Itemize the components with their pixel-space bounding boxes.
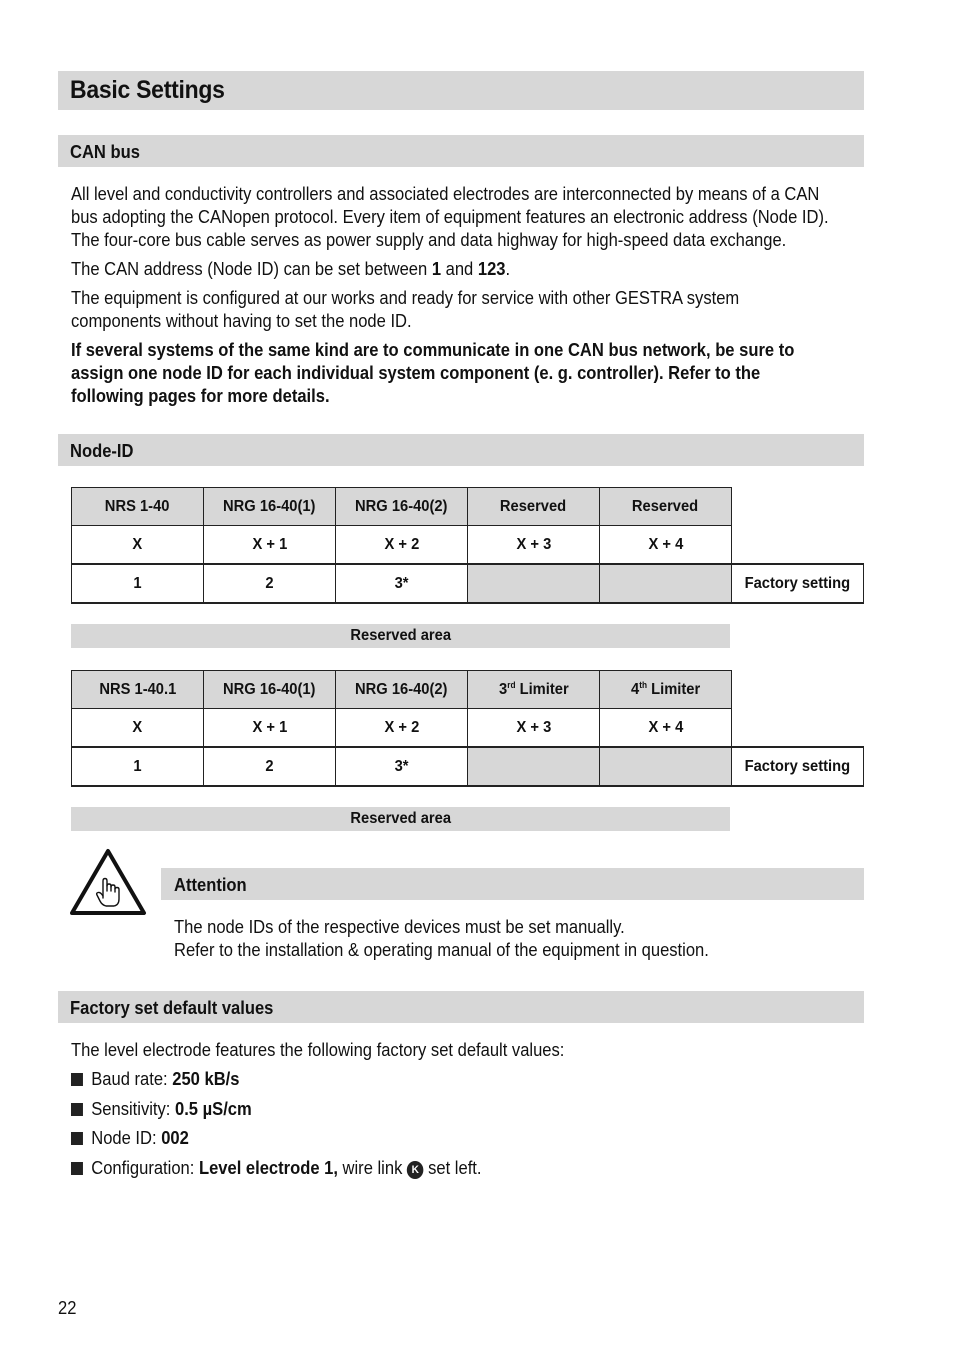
factory-defaults-list (71, 1068, 517, 1186)
list-item-sensitivity (71, 1098, 482, 1128)
table2-reserved-cell (600, 747, 732, 786)
node-id-table-1 (71, 487, 864, 604)
sensitivity-label: Sensitivity: (91, 1098, 175, 1119)
can-address-text: The CAN address (Node ID) can be set between (71, 259, 432, 279)
wire-link-k-badge-icon: K (407, 1161, 424, 1179)
attention-line1: The node IDs of the respective devices must be set manually. (174, 917, 625, 937)
table1-spacer (732, 488, 864, 526)
table1-offset-cell: X + 1 (204, 526, 336, 565)
table2-header-limiter-4: 4th Limiter (600, 671, 732, 709)
factory-defaults-heading: Factory set default values (70, 998, 274, 1018)
attention-heading: Attention (174, 875, 247, 895)
attention-line2: Refer to the installation & operating manual of the equipment in question. (174, 940, 709, 960)
bullet-square-icon (71, 1073, 83, 1086)
reserved-area-bar-2 (71, 807, 730, 831)
reserved-area-bar-1 (71, 624, 730, 648)
node-id-table-2 (71, 670, 864, 787)
warning-hand-icon (69, 848, 147, 916)
table2-reserved-cell (468, 747, 600, 786)
table2-factory-setting-label: Factory setting (732, 747, 864, 786)
table2-offset-cell: X + 3 (468, 709, 600, 748)
can-bus-para1-line3: The four-core bus cable serves as power supply and data highway for high-speed data exchange. (71, 230, 787, 250)
sensitivity-value: 0.5 µS/cm (174, 1098, 252, 1119)
table2-spacer (732, 671, 864, 709)
table1-header-cell: NRG 16-40(2) (336, 488, 468, 526)
table1-offset-cell: X + 3 (468, 526, 600, 565)
table1-reserved-cell (468, 564, 600, 603)
can-bus-warning-line2: assign one node ID for each individual system component (e. g. controller). Refer to the (71, 363, 761, 383)
bullet-square-icon (71, 1103, 83, 1116)
attention-text (174, 916, 954, 962)
table1-reserved-cell (600, 564, 732, 603)
page-title: Basic Settings (70, 76, 225, 104)
list-item-configuration (71, 1157, 482, 1187)
can-bus-heading-bar (58, 135, 864, 167)
can-bus-para1-line1: All level and conductivity controllers and associated electrodes are interconnected by means of a CAN (71, 184, 820, 204)
table2-header-cell: NRG 16-40(2) (336, 671, 468, 709)
can-bus-para3-line1: The equipment is configured at our works and ready for service with other GESTRA system (71, 288, 740, 308)
configuration-label: Configuration: (91, 1157, 199, 1178)
table2-header-limiter-3: 3rd Limiter (468, 671, 600, 709)
table2-value-cell: 2 (204, 747, 336, 786)
list-item-node-id (71, 1127, 482, 1157)
factory-defaults-intro (71, 1039, 853, 1062)
node-id-value: 002 (161, 1128, 189, 1148)
node-id-heading-bar (58, 434, 864, 466)
baud-value: 250 kB/s (172, 1069, 240, 1089)
can-address-min: 1 (431, 259, 442, 279)
bullet-square-icon (71, 1132, 83, 1145)
factory-defaults-heading-bar (58, 991, 864, 1023)
can-address-range (71, 258, 853, 281)
can-address-and: and (441, 259, 478, 279)
list-item-baud-rate (71, 1068, 482, 1098)
attention-heading-bar (161, 868, 864, 900)
configuration-value: Level electrode 1, (198, 1157, 338, 1178)
can-address-max: 123 (477, 259, 506, 279)
wire-link-text: wire link (337, 1157, 407, 1178)
table1-value-cell: 3* (336, 564, 468, 603)
table2-header-cell: NRG 16-40(1) (204, 671, 336, 709)
can-bus-warning-line1: If several systems of the same kind are to communicate in one CAN bus network, be sure to (71, 340, 795, 360)
page-title-bar (58, 71, 864, 110)
table1-value-cell: 1 (72, 564, 204, 603)
can-bus-text (71, 183, 853, 408)
can-bus-para3-line2: components without having to set the node ID. (71, 311, 412, 331)
table2-header-cell: NRS 1-40.1 (72, 671, 204, 709)
bullet-square-icon (71, 1162, 83, 1175)
table1-offset-cell: X (72, 526, 204, 565)
table2-offset-cell: X + 2 (336, 709, 468, 748)
page-number: 22 (58, 1298, 77, 1318)
node-id-label: Node ID: (91, 1128, 162, 1148)
table1-value-cell: 2 (204, 564, 336, 603)
table1-factory-setting-label: Factory setting (732, 564, 864, 603)
table1-spacer (732, 526, 864, 565)
table2-value-cell: 3* (336, 747, 468, 786)
table2-value-cell: 1 (72, 747, 204, 786)
table1-header-cell: NRS 1-40 (72, 488, 204, 526)
table1-offset-cell: X + 4 (600, 526, 732, 565)
table2-spacer (732, 709, 864, 748)
can-bus-heading: CAN bus (70, 142, 140, 162)
set-left-text: set left. (423, 1157, 482, 1178)
table1-header-cell: Reserved (468, 488, 600, 526)
node-id-heading: Node-ID (70, 441, 134, 461)
can-address-period: . (505, 259, 511, 279)
reserved-area-label-2: Reserved area (350, 810, 451, 827)
table1-header-cell: NRG 16-40(1) (204, 488, 336, 526)
table1-header-cell: Reserved (600, 488, 732, 526)
reserved-area-label-1: Reserved area (350, 627, 451, 644)
table2-offset-cell: X + 1 (204, 709, 336, 748)
table1-offset-cell: X + 2 (336, 526, 468, 565)
table2-offset-cell: X (72, 709, 204, 748)
can-bus-para1-line2: bus adopting the CANopen protocol. Every item of equipment features an electronic address (Node ID). (71, 207, 829, 227)
baud-label: Baud rate: (91, 1069, 173, 1089)
can-bus-warning-line3: following pages for more details. (71, 386, 330, 406)
table2-offset-cell: X + 4 (600, 709, 732, 748)
factory-defaults-intro-text: The level electrode features the following factory set default values: (71, 1040, 565, 1060)
